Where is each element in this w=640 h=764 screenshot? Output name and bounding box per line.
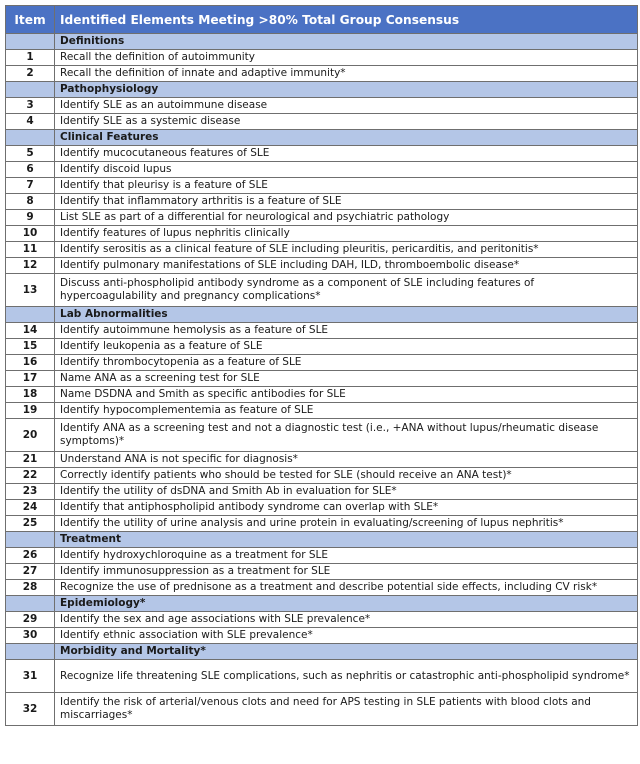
item-number: 19 — [6, 403, 55, 419]
item-description: Identify leukopenia as a feature of SLE — [55, 339, 638, 355]
item-number: 26 — [6, 548, 55, 564]
item-number: 25 — [6, 516, 55, 532]
section-title: Definitions — [55, 34, 638, 50]
item-number: 12 — [6, 258, 55, 274]
item-description: Identify hydroxychloroquine as a treatment for SLE — [55, 548, 638, 564]
table-row — [6, 146, 638, 162]
item-description: Identify that inflammatory arthritis is a feature of SLE — [55, 194, 638, 210]
section-title: Pathophysiology — [55, 82, 638, 98]
section-row-definitions — [6, 34, 638, 50]
item-number: 31 — [6, 660, 55, 693]
table-header — [6, 6, 638, 34]
item-number: 2 — [6, 66, 55, 82]
item-description: Correctly identify patients who should be tested for SLE (should receive an ANA test)* — [55, 468, 638, 484]
section-row-clinical-features — [6, 130, 638, 146]
item-number: 7 — [6, 178, 55, 194]
section-title: Morbidity and Mortality* — [55, 644, 638, 660]
item-description: Identify features of lupus nephritis clinically — [55, 226, 638, 242]
item-description: Identify that pleurisy is a feature of SLE — [55, 178, 638, 194]
item-description: Name ANA as a screening test for SLE — [55, 371, 638, 387]
table-row — [6, 548, 638, 564]
item-description: Identify ethnic association with SLE prevalence* — [55, 628, 638, 644]
item-number: 3 — [6, 98, 55, 114]
item-number: 1 — [6, 50, 55, 66]
item-description: Recognize the use of prednisone as a treatment and describe potential side effects, including CV risk* — [55, 580, 638, 596]
item-description: Identify that antiphospholipid antibody syndrome can overlap with SLE* — [55, 500, 638, 516]
table-row — [6, 98, 638, 114]
item-description: List SLE as part of a differential for neurological and psychiatric pathology — [55, 210, 638, 226]
consensus-table — [5, 5, 638, 726]
item-number: 15 — [6, 339, 55, 355]
table-row — [6, 178, 638, 194]
table-row — [6, 468, 638, 484]
item-description: Recognize life threatening SLE complications, such as nephritis or catastrophic anti-phospholipid syndrome* — [55, 660, 638, 693]
section-title: Clinical Features — [55, 130, 638, 146]
table-row — [6, 355, 638, 371]
table-row — [6, 612, 638, 628]
item-number: 23 — [6, 484, 55, 500]
item-description: Name DSDNA and Smith as specific antibodies for SLE — [55, 387, 638, 403]
item-number: 30 — [6, 628, 55, 644]
table-row — [6, 628, 638, 644]
item-description: Identify ANA as a screening test and not a diagnostic test (i.e., +ANA without lupus/rheumatic disease symptoms)* — [55, 419, 638, 452]
item-number: 29 — [6, 612, 55, 628]
table-row — [6, 50, 638, 66]
elements-column-header: Identified Elements Meeting >80% Total Group Consensus — [55, 6, 638, 34]
item-number: 16 — [6, 355, 55, 371]
item-number: 17 — [6, 371, 55, 387]
item-description: Identify autoimmune hemolysis as a feature of SLE — [55, 323, 638, 339]
item-number: 21 — [6, 452, 55, 468]
table-body — [6, 34, 638, 726]
section-title: Epidemiology* — [55, 596, 638, 612]
item-description: Understand ANA is not specific for diagnosis* — [55, 452, 638, 468]
item-description: Identify SLE as a systemic disease — [55, 114, 638, 130]
item-description: Recall the definition of innate and adaptive immunity* — [55, 66, 638, 82]
item-number: 9 — [6, 210, 55, 226]
item-number: 6 — [6, 162, 55, 178]
table-row — [6, 194, 638, 210]
table-row — [6, 580, 638, 596]
item-description: Identify mucocutaneous features of SLE — [55, 146, 638, 162]
section-title: Treatment — [55, 532, 638, 548]
item-number: 8 — [6, 194, 55, 210]
item-description: Identify immunosuppression as a treatment for SLE — [55, 564, 638, 580]
table-row — [6, 274, 638, 307]
header-row — [6, 6, 638, 34]
item-number: 14 — [6, 323, 55, 339]
item-number: 22 — [6, 468, 55, 484]
section-row-pathophysiology — [6, 82, 638, 98]
item-number: 18 — [6, 387, 55, 403]
section-row-epidemiology — [6, 596, 638, 612]
item-description: Discuss anti-phospholipid antibody syndrome as a component of SLE including features of hypercoagulability and pregnancy complications* — [55, 274, 638, 307]
item-number: 20 — [6, 419, 55, 452]
item-column-header: Item — [6, 6, 55, 34]
table-row — [6, 484, 638, 500]
table-row — [6, 419, 638, 452]
item-description: Identify SLE as an autoimmune disease — [55, 98, 638, 114]
item-description: Identify the risk of arterial/venous clots and need for APS testing in SLE patients with blood clots and miscarriages* — [55, 693, 638, 726]
item-number: 11 — [6, 242, 55, 258]
item-number: 4 — [6, 114, 55, 130]
item-number: 28 — [6, 580, 55, 596]
item-description: Identify pulmonary manifestations of SLE including DAH, ILD, thromboembolic disease* — [55, 258, 638, 274]
item-number: 24 — [6, 500, 55, 516]
table-container — [5, 5, 637, 726]
item-number: 5 — [6, 146, 55, 162]
item-description: Recall the definition of autoimmunity — [55, 50, 638, 66]
table-row — [6, 403, 638, 419]
table-row — [6, 258, 638, 274]
table-row — [6, 162, 638, 178]
item-number: 10 — [6, 226, 55, 242]
table-row — [6, 660, 638, 693]
item-description: Identify the utility of dsDNA and Smith Ab in evaluation for SLE* — [55, 484, 638, 500]
item-description: Identify discoid lupus — [55, 162, 638, 178]
item-number: 32 — [6, 693, 55, 726]
section-title: Lab Abnormalities — [55, 307, 638, 323]
item-description: Identify the utility of urine analysis and urine protein in evaluating/screening of lupus nephritis* — [55, 516, 638, 532]
table-row — [6, 516, 638, 532]
item-description: Identify the sex and age associations with SLE prevalence* — [55, 612, 638, 628]
item-number: 27 — [6, 564, 55, 580]
item-description: Identify thrombocytopenia as a feature of SLE — [55, 355, 638, 371]
table-row — [6, 226, 638, 242]
table-row — [6, 242, 638, 258]
table-row — [6, 500, 638, 516]
table-row — [6, 387, 638, 403]
table-row — [6, 693, 638, 726]
table-row — [6, 339, 638, 355]
item-number: 13 — [6, 274, 55, 307]
section-row-morbidity-mortality — [6, 644, 638, 660]
table-row — [6, 323, 638, 339]
table-row — [6, 210, 638, 226]
table-row — [6, 66, 638, 82]
table-row — [6, 114, 638, 130]
item-description: Identify serositis as a clinical feature of SLE including pleuritis, pericarditis, and peritonitis* — [55, 242, 638, 258]
table-row — [6, 452, 638, 468]
item-description: Identify hypocomplementemia as feature of SLE — [55, 403, 638, 419]
section-row-treatment — [6, 532, 638, 548]
section-row-lab-abnormalities — [6, 307, 638, 323]
table-row — [6, 371, 638, 387]
table-row — [6, 564, 638, 580]
